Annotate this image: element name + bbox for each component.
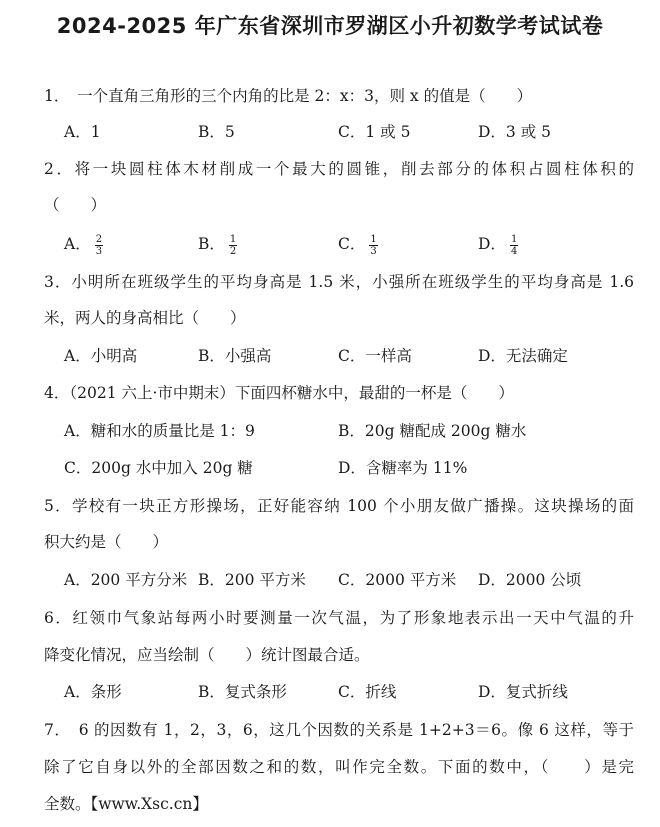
question-6-stem-line-1: 6．红领巾气象站每两小时要测量一次气温，为了形象地表示出一天中气温的升 [44, 609, 634, 627]
q3-option-b: B．小强高 [198, 347, 272, 365]
question-7-stem-line-2: 除了它自身以外的全部因数之和的数，叫作完全数。下面的数中，（ ）是完 [44, 758, 634, 776]
q5-option-b: B．200 平方米 [198, 571, 306, 589]
question-7-stem-line-3: 全数。【www.Xsc.cn】 [44, 795, 208, 813]
q5-option-c: C．2000 平方米 [338, 571, 457, 589]
q4-option-a: A．糖和水的质量比是 1：9 [64, 422, 255, 440]
q4-option-b: B．20g 糖配成 200g 糖水 [338, 422, 527, 440]
fraction: $\frac{1}{2}$ [229, 233, 237, 257]
question-4-stem: 4．（2021 六上·市中期末）下面四杯糖水中，最甜的一杯是（ ） [44, 384, 514, 402]
question-3-stem-line-2: 米，两人的身高相比（ ） [44, 309, 246, 327]
q1-option-d: D．3 或 5 [478, 123, 552, 141]
q1-option-b: B．5 [198, 123, 235, 141]
q2-option-d: D． $\frac{1}{4}$ [478, 233, 518, 257]
question-2-stem-line-1: 2．将一块圆柱体木材削成一个最大的圆锥，削去部分的体积占圆柱体积的 [44, 160, 634, 178]
q3-option-a: A．小明高 [64, 347, 138, 365]
q5-option-a: A．200 平方分米 [64, 571, 188, 589]
q6-option-c: C．折线 [338, 683, 397, 701]
q4-option-c: C．200g 水中加入 20g 糖 [64, 459, 253, 477]
q2-option-c: C． $\frac{1}{3}$ [338, 233, 377, 257]
q6-option-b: B．复式条形 [198, 683, 287, 701]
q6-option-a: A．条形 [64, 683, 122, 701]
question-1-stem: 1． 一个直角三角形的三个内角的比是 2：x：3，则 x 的值是（ ） [44, 87, 533, 105]
question-6-stem-line-2: 降变化情况，应当绘制（ ）统计图最合适。 [44, 646, 370, 664]
exam-title: 2024-2025 年广东省深圳市罗湖区小升初数学考试试卷 [56, 14, 604, 38]
q2-option-b: B． $\frac{1}{2}$ [198, 233, 237, 257]
question-7-stem-line-1: 7． 6 的因数有 1，2，3，6，这几个因数的关系是 1+2+3＝6。像 6 这样，等于 [44, 721, 634, 739]
q3-option-d: D．无法确定 [478, 347, 568, 365]
question-3-stem-line-1: 3．小明所在班级学生的平均身高是 1.5 米，小强所在班级学生的平均身高是 1.6 [44, 273, 634, 291]
q5-option-d: D．2000 公顷 [478, 571, 582, 589]
q3-option-c: C．一样高 [338, 347, 412, 365]
question-5-stem-line-1: 5．学校有一块正方形操场，正好能容纳 100 个小朋友做广播操。这块操场的面 [44, 497, 634, 515]
fraction: $\frac{1}{4}$ [510, 233, 518, 257]
fraction: $\frac{1}{3}$ [370, 233, 377, 257]
q1-option-a: A．1 [64, 123, 101, 141]
q6-option-d: D．复式折线 [478, 683, 568, 701]
q2-option-a: A． $\frac{2}{3}$ [64, 233, 103, 257]
question-5-stem-line-2: 积大约是（ ） [44, 533, 169, 551]
q1-option-c: C．1 或 5 [338, 123, 411, 141]
question-2-stem-line-2: （ ） [44, 196, 107, 214]
q4-option-d: D．含糖率为 11% [338, 459, 468, 477]
fraction: $\frac{2}{3}$ [95, 233, 103, 257]
